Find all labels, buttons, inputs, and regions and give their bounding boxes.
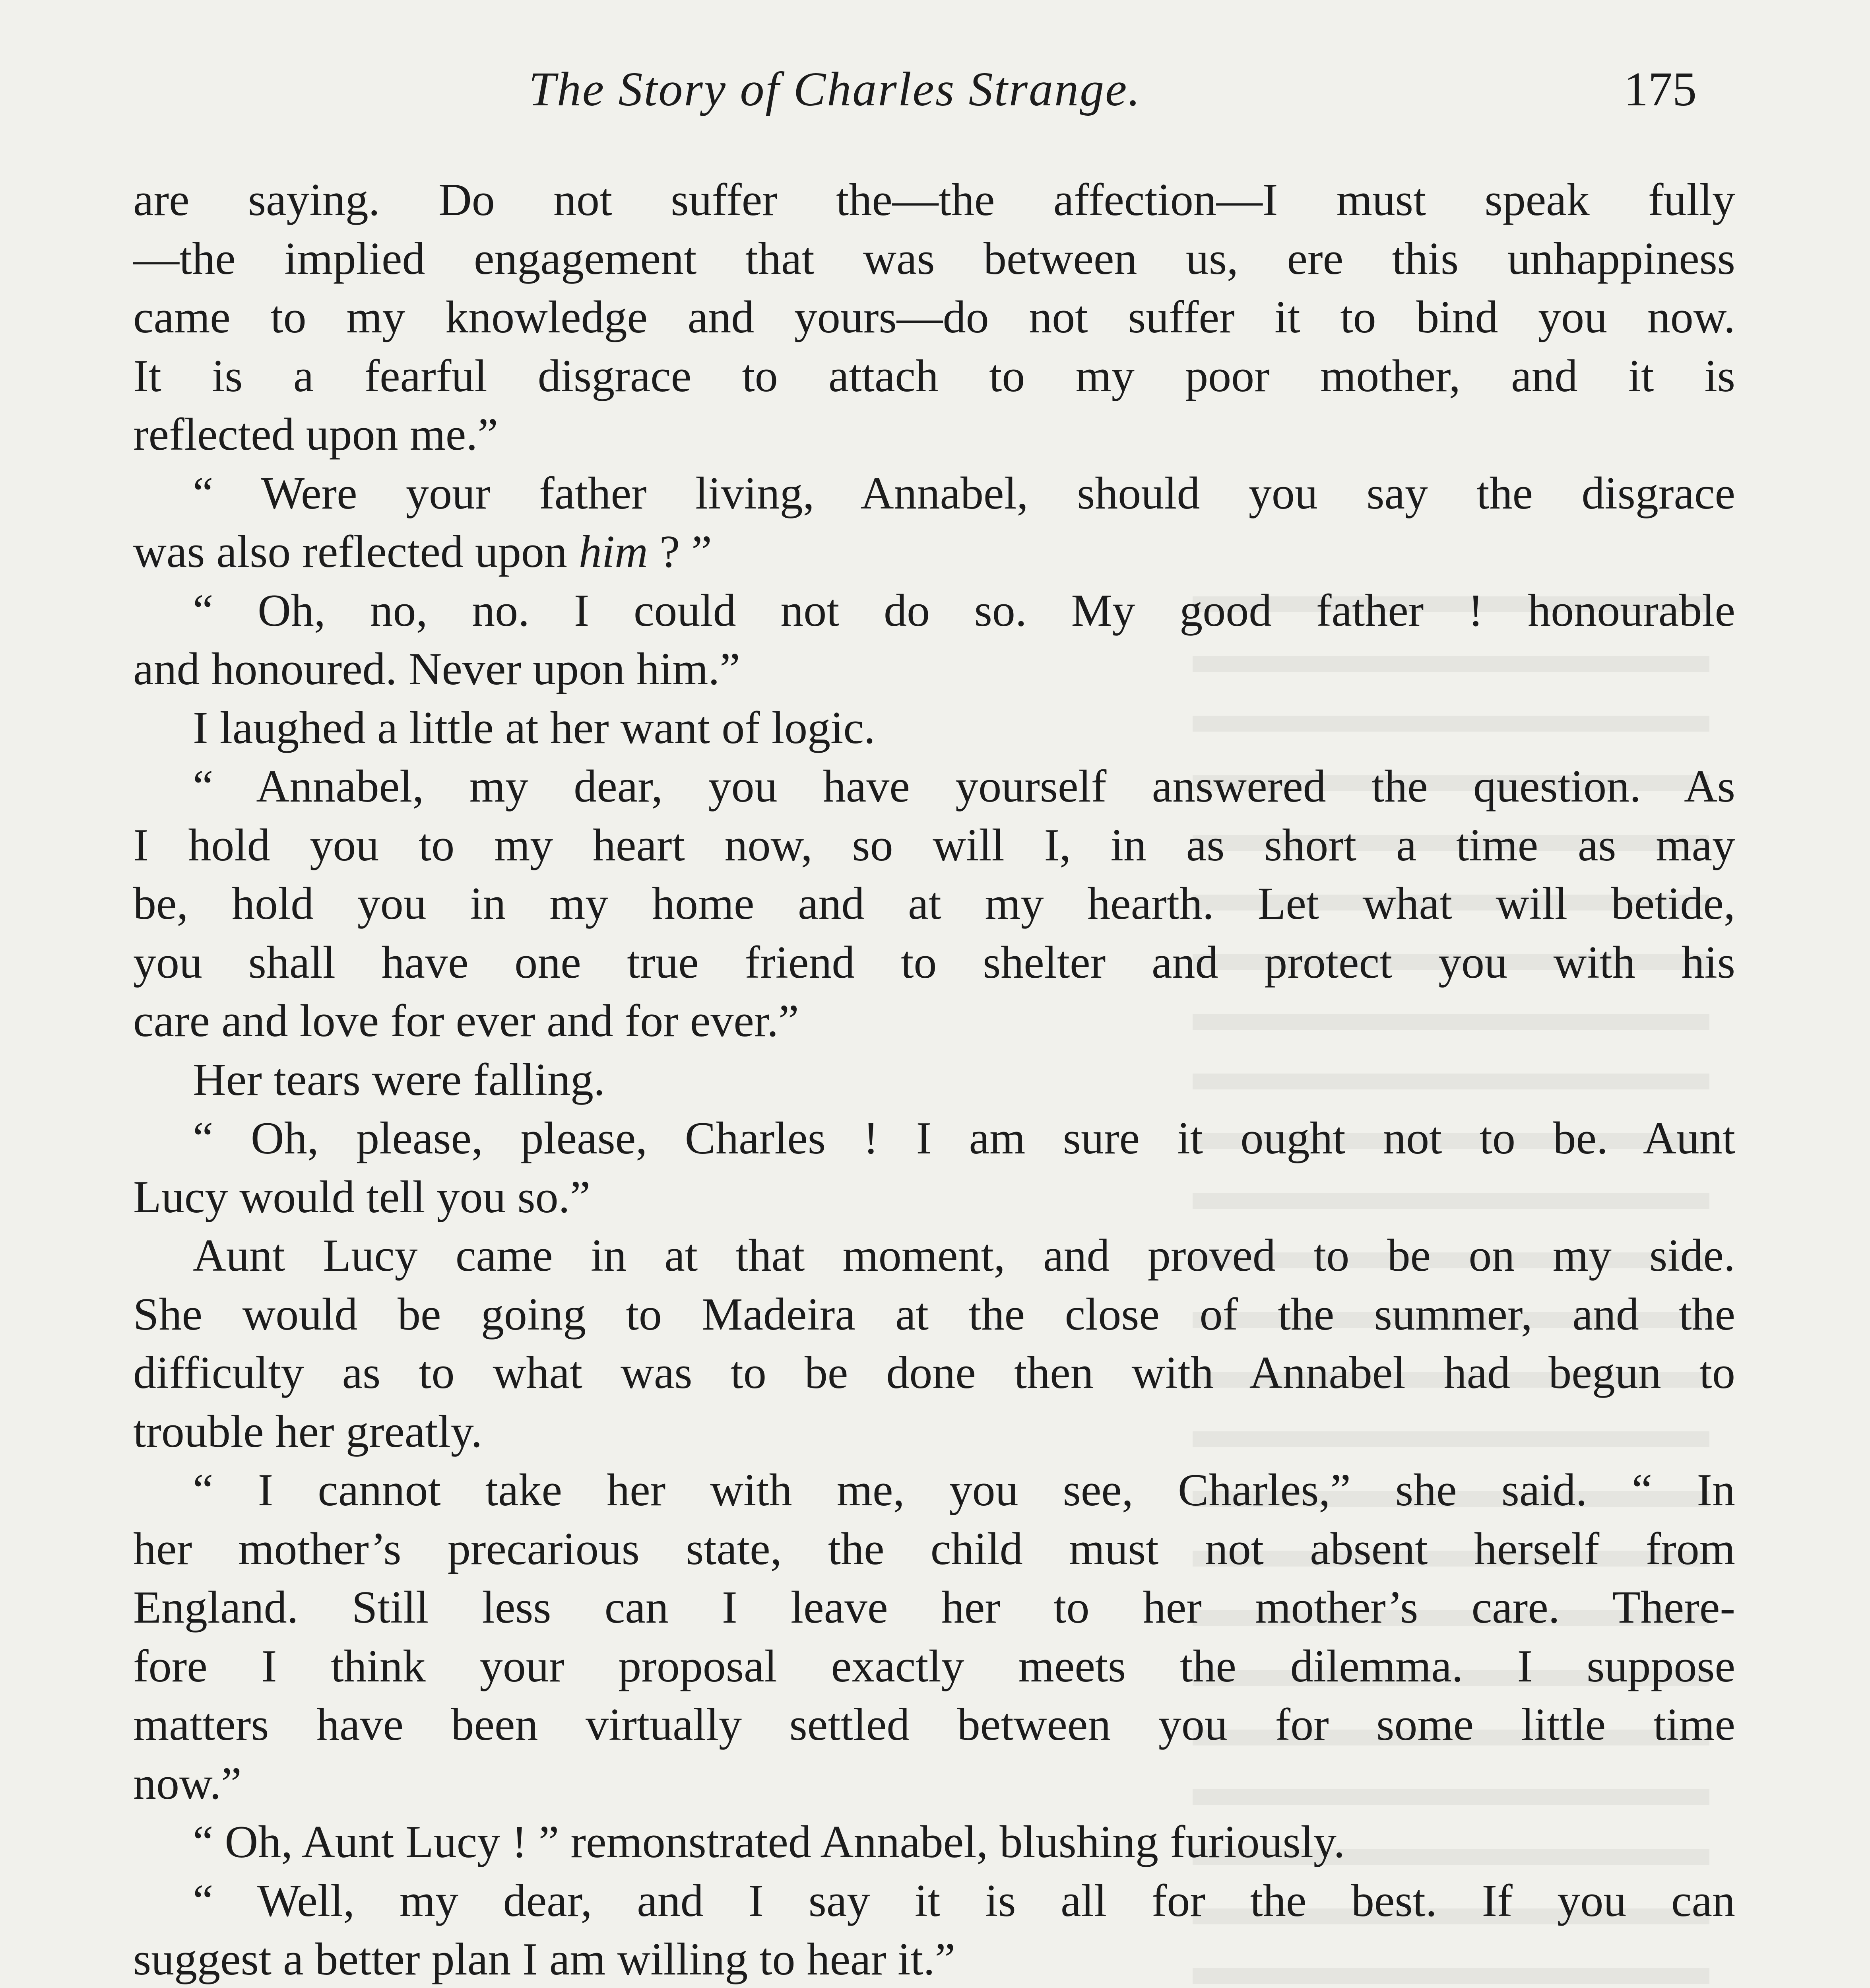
text-line: I hold you to my heart now, so will I, in as short a time as may xyxy=(133,819,1735,871)
text-line: It is a fearful disgrace to attach to my poor mother, and it is xyxy=(133,350,1735,402)
text-line: “ Well, my dear, and I say it is all for the best. If you can xyxy=(193,1875,1735,1926)
text-line: “ I cannot take her with me, you see, Charles,” she said. “ In xyxy=(193,1465,1735,1516)
text-line: —the implied engagement that was between us, ere this unhappiness xyxy=(133,233,1735,284)
text-line: trouble her greatly. xyxy=(133,1406,483,1457)
text-line: are saying. Do not suffer the—the affection—I must speak fully xyxy=(133,175,1735,225)
text-line: “ Oh, no, no. I could not do so. My good father ! honourable xyxy=(193,585,1735,636)
text-line: reflected upon me.” xyxy=(133,409,498,460)
text-line: Her tears were falling. xyxy=(193,1054,605,1105)
text-line: “ Oh, Aunt Lucy ! ” remonstrated Annabel, blushing furiously. xyxy=(193,1817,1345,1868)
text-line: you shall have one true friend to shelter and protect you with his xyxy=(133,937,1735,988)
text-line: “ Oh, please, please, Charles ! I am sure it ought not to be. Aunt xyxy=(193,1113,1735,1164)
text-line: matters have been virtually settled between you for some little time xyxy=(133,1699,1735,1750)
text-line: fore I think your proposal exactly meets the dilemma. I suppose xyxy=(133,1640,1735,1692)
text-line: and honoured. Never upon him.” xyxy=(133,644,740,695)
page-number: 175 xyxy=(1624,62,1697,116)
text-line: care and love for ever and for ever.” xyxy=(133,996,799,1046)
running-title: The Story of Charles Strange. xyxy=(529,62,1141,116)
body-text xyxy=(133,171,1735,1988)
text-line: difficulty as to what was to be done then with Annabel had begun to xyxy=(133,1347,1735,1398)
text-line: her mother’s precarious state, the child must not absent herself from xyxy=(133,1523,1735,1574)
text-line: She would be going to Madeira at the close of the summer, and the xyxy=(133,1289,1735,1340)
text-line: I laughed a little at her want of logic. xyxy=(193,702,875,753)
text-line: “ Were your father living, Annabel, should you say the disgrace xyxy=(193,468,1735,519)
text-line: be, hold you in my home and at my hearth. Let what will betide, xyxy=(133,878,1735,929)
text-line: came to my knowledge and yours—do not suffer it to bind you now. xyxy=(133,292,1735,343)
text-line: “ Annabel, my dear, you have yourself answered the question. As xyxy=(193,761,1735,812)
text-line: Lucy would tell you so.” xyxy=(133,1171,591,1223)
text-line: was also reflected upon him ? ” xyxy=(133,526,712,577)
text-line: now.” xyxy=(133,1758,242,1809)
text-line: Aunt Lucy came in at that moment, and proved to be on my side. xyxy=(193,1230,1735,1281)
text-line: England. Still less can I leave her to her mother’s care. There- xyxy=(133,1582,1735,1633)
text-line: suggest a better plan I am willing to hear it.” xyxy=(133,1934,956,1985)
